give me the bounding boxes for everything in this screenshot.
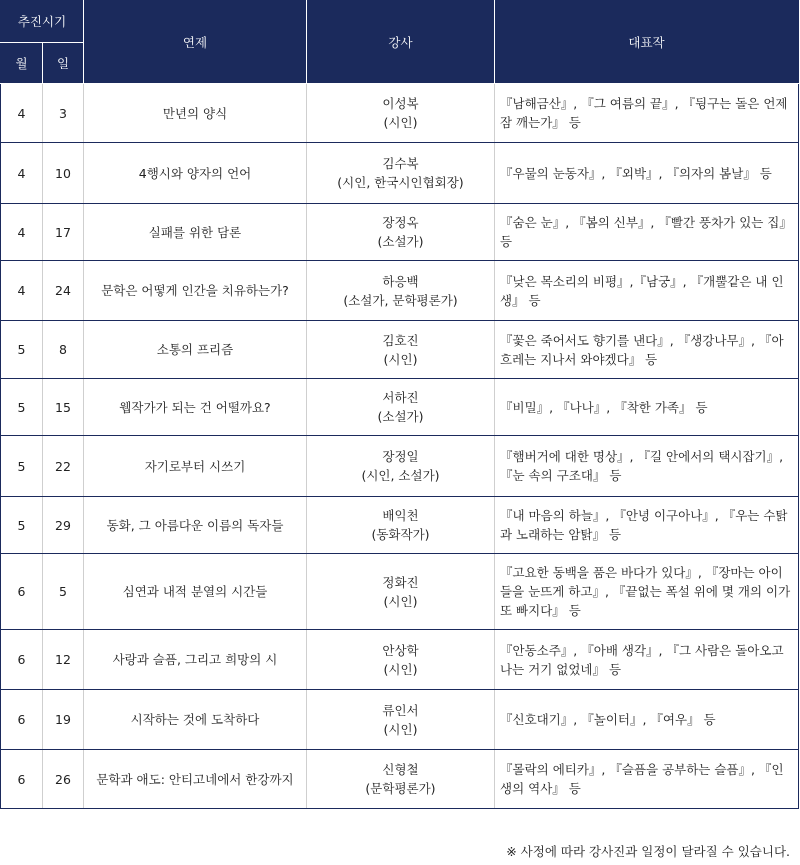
month-cell: 6	[1, 750, 43, 809]
lecturer-cell	[307, 750, 495, 809]
works-cell: 『꽃은 죽어서도 향기를 낸다』, 『생강나무』, 『아흐레는 지나서 와야겠다』 등	[495, 321, 799, 379]
month-cell: 4	[1, 143, 43, 204]
month-cell: 5	[1, 497, 43, 554]
day-cell: 8	[43, 321, 84, 379]
works-cell: 『비밀』, 『나나』, 『착한 가족』 등	[495, 379, 799, 436]
lecturer-role: (동화작가)	[371, 527, 430, 542]
works-cell: 『우물의 눈동자』, 『외박』, 『의자의 봄날』 등	[495, 143, 799, 204]
topic-cell: 소통의 프리즘	[84, 321, 307, 379]
table-row	[1, 321, 799, 379]
header-day: 일	[43, 43, 84, 84]
lecturer-name: 장정옥	[382, 215, 419, 230]
lecturer-cell	[307, 321, 495, 379]
lecturer-role: (소설가)	[377, 234, 424, 249]
lecturer-cell	[307, 379, 495, 436]
month-cell: 4	[1, 84, 43, 143]
lecturer-role: (시인, 한국시인협회장)	[337, 175, 464, 190]
works-cell: 『햄버거에 대한 명상』, 『길 안에서의 택시잡기』, 『눈 속의 구조대』 등	[495, 436, 799, 497]
lecturer-cell	[307, 143, 495, 204]
lecturer-role: (문학평론가)	[365, 781, 436, 796]
table-row	[1, 690, 799, 750]
day-cell: 12	[43, 630, 84, 690]
month-cell: 5	[1, 436, 43, 497]
footnote: ※ 사정에 따라 강사진과 일정이 달라질 수 있습니다.	[506, 844, 790, 859]
lecturer-name: 서하진	[382, 390, 419, 405]
lecturer-role: (시인)	[383, 721, 418, 737]
lecturer-cell	[307, 497, 495, 554]
topic-cell: 자기로부터 시쓰기	[84, 436, 307, 497]
day-cell: 15	[43, 379, 84, 436]
table-row	[1, 261, 799, 321]
table-row	[1, 379, 799, 436]
lecturer-cell	[307, 204, 495, 261]
lecturer-name: 장정일	[382, 449, 419, 464]
day-cell: 10	[43, 143, 84, 204]
works-cell: 『몰락의 에티카』, 『슬픔을 공부하는 슬픔』, 『인생의 역사』 등	[495, 750, 799, 809]
month-cell: 6	[1, 630, 43, 690]
topic-cell: 4행시와 양자의 언어	[84, 143, 307, 204]
works-cell: 『신호대기』, 『놀이터』, 『여우』 등	[495, 690, 799, 750]
table-row	[1, 750, 799, 809]
lecturer-role: (시인)	[383, 351, 418, 367]
topic-cell: 사랑과 슬픔, 그리고 희망의 시	[84, 630, 307, 690]
day-cell: 17	[43, 204, 84, 261]
works-cell: 『안동소주』, 『아배 생각』, 『그 사람은 돌아오고 나는 거기 없었네』 등	[495, 630, 799, 690]
lecturer-name: 안상학	[382, 642, 419, 658]
table-row	[1, 436, 799, 497]
works-cell: 『낮은 목소리의 비평』,『남궁』, 『개뿔같은 내 인생』 등	[495, 261, 799, 321]
day-cell: 3	[43, 84, 84, 143]
day-cell: 26	[43, 750, 84, 809]
topic-cell: 실패를 위한 담론	[84, 204, 307, 261]
table-row	[1, 630, 799, 690]
topic-cell: 문학은 어떻게 인간을 치유하는가?	[84, 261, 307, 321]
day-cell: 5	[43, 554, 84, 630]
lecturer-cell	[307, 690, 495, 750]
lecturer-cell	[307, 436, 495, 497]
lecturer-name: 이성복	[382, 96, 419, 111]
table-row	[1, 204, 799, 261]
table-body	[1, 84, 799, 809]
month-cell: 4	[1, 261, 43, 321]
works-cell: 『내 마음의 하늘』, 『안녕 이구아나』, 『우는 수탉과 노래하는 암탉』 등	[495, 497, 799, 554]
table-row	[1, 554, 799, 630]
lecturer-name: 김호진	[382, 332, 419, 348]
lecturer-cell	[307, 630, 495, 690]
works-cell: 『고요한 동백을 품은 바다가 있다』, 『장마는 아이들을 눈뜨게 하고』, 『끝없는 폭설 위에 몇 개의 이가 또 빠지다』 등	[495, 554, 799, 630]
month-cell: 5	[1, 379, 43, 436]
lecturer-role: (시인)	[383, 661, 418, 677]
month-cell: 6	[1, 554, 43, 630]
topic-cell: 문학과 애도: 안티고네에서 한강까지	[84, 750, 307, 809]
lecturer-role: (소설가, 문학평론가)	[343, 292, 458, 308]
lecturer-name: 신형철	[382, 762, 419, 777]
topic-cell: 만년의 양식	[84, 84, 307, 143]
lecturer-cell	[307, 554, 495, 630]
header-lecturer: 강사	[307, 1, 495, 84]
table-row	[1, 497, 799, 554]
lecturer-cell	[307, 261, 495, 321]
month-cell: 4	[1, 204, 43, 261]
lecturer-name: 김수복	[382, 156, 419, 171]
day-cell: 22	[43, 436, 84, 497]
works-cell: 『남해금산』, 『그 여름의 끝』, 『뒹구는 돌은 언제 잠 깨는가』 등	[495, 84, 799, 143]
lecturer-role: (시인, 소설가)	[361, 468, 440, 483]
lecturer-name: 배익천	[382, 508, 419, 523]
lecturer-name: 하응백	[382, 273, 419, 289]
table-header	[1, 1, 799, 84]
lecturer-cell	[307, 84, 495, 143]
topic-cell: 시작하는 것에 도착하다	[84, 690, 307, 750]
day-cell: 19	[43, 690, 84, 750]
header-topic: 연제	[84, 1, 307, 84]
month-cell: 5	[1, 321, 43, 379]
topic-cell: 동화, 그 아름다운 이름의 독자들	[84, 497, 307, 554]
topic-cell: 웹작가가 되는 건 어떨까요?	[84, 379, 307, 436]
works-cell: 『숨은 눈』, 『봄의 신부』, 『빨간 풍차가 있는 집』 등	[495, 204, 799, 261]
topic-cell: 심연과 내적 분열의 시간들	[84, 554, 307, 630]
table-row	[1, 143, 799, 204]
lecturer-name: 류인서	[382, 702, 419, 718]
lecturer-role: (시인)	[383, 593, 418, 609]
lecturer-name: 정화진	[382, 574, 419, 590]
lecturer-role: (시인)	[383, 115, 418, 130]
month-cell: 6	[1, 690, 43, 750]
day-cell: 24	[43, 261, 84, 321]
day-cell: 29	[43, 497, 84, 554]
header-works: 대표작	[495, 1, 799, 84]
table-row	[1, 84, 799, 143]
header-period: 추진시기	[1, 1, 84, 43]
lecturer-role: (소설가)	[377, 409, 424, 424]
header-month: 월	[1, 43, 43, 84]
